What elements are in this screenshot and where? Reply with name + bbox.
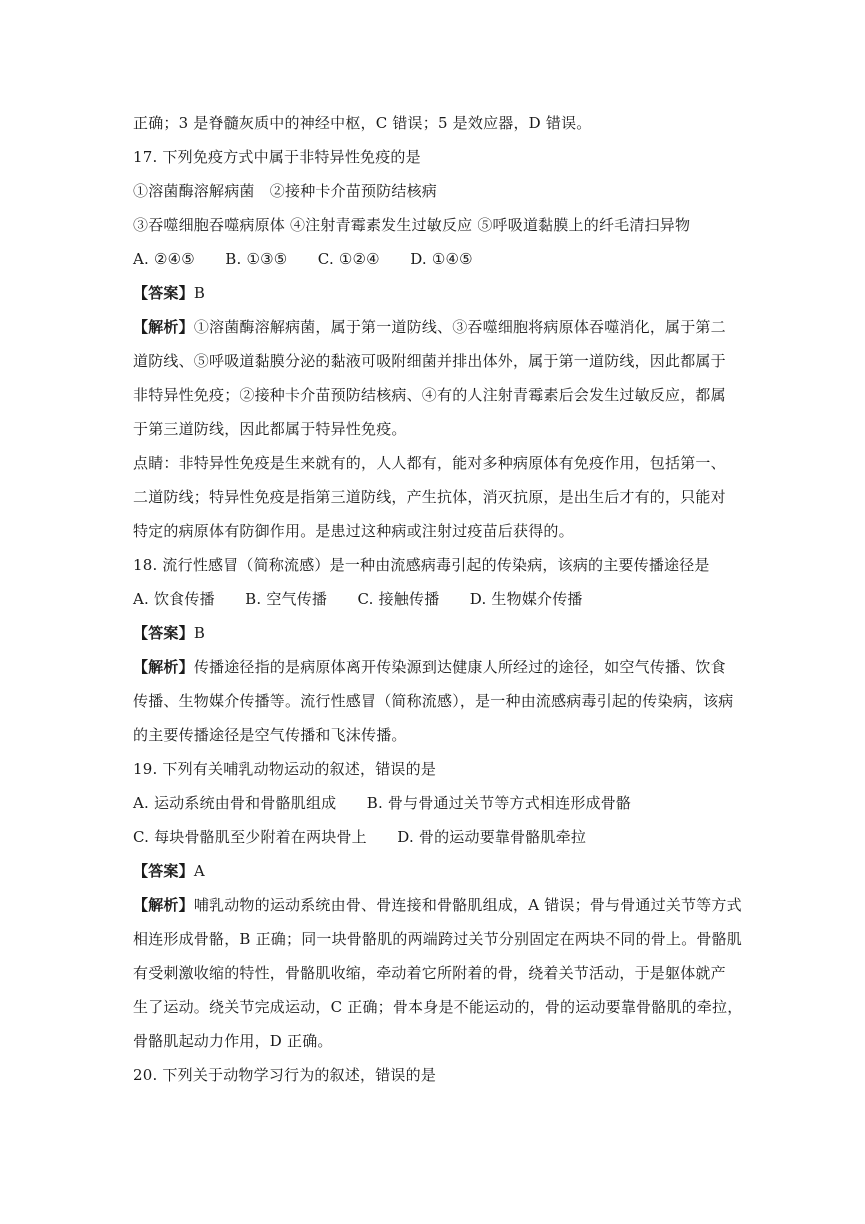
analysis-text: 生了运动。绕关节完成运动，C 正确；骨本身是不能运动的，骨的运动要靠骨骼肌的牵拉， xyxy=(133,998,743,1016)
question-18-answer xyxy=(133,616,733,650)
analysis-tag: 【解析】 xyxy=(133,318,194,336)
analysis-tag: 【解析】 xyxy=(133,896,194,914)
answer-tag: 【答案】 xyxy=(133,862,194,880)
question-17-items: ③吞噬细胞吞噬病原体 ④注射青霉素发生过敏反应 ⑤呼吸道黏膜上的纤毛清扫异物 xyxy=(133,216,691,234)
question-19-options: C. 每块骨骼肌至少附着在两块骨上 D. 骨的运动要靠骨骼肌牵拉 xyxy=(133,828,587,846)
analysis-text: 传播、生物媒介传播等。流行性感冒（简称流感），是一种由流感病毒引起的传染病，该病 xyxy=(133,692,734,710)
answer-value: A xyxy=(193,862,205,880)
note-text: 二道防线；特异性免疫是指第三道防线，产生抗体，消灭抗原，是出生后才有的，只能对 xyxy=(133,488,726,506)
analysis-text: ①溶菌酶溶解病菌，属于第一道防线、③吞噬细胞将病原体吞噬消化，属于第二 xyxy=(193,318,726,336)
question-20-stem: 20. 下列关于动物学习行为的叙述，错误的是 xyxy=(133,1066,437,1084)
answer-tag: 【答案】 xyxy=(133,284,194,302)
analysis-text: 有受刺激收缩的特性，骨骼肌收缩，牵动着它所附着的骨，绕着关节活动，于是躯体就产 xyxy=(133,964,726,982)
question-18-analysis xyxy=(133,650,733,684)
answer-tag: 【答案】 xyxy=(133,624,194,642)
analysis-text: 相连形成骨骼，B 正确；同一块骨骼肌的两端跨过关节分别固定在两块不同的骨上。骨骼肌 xyxy=(133,930,742,948)
document-body xyxy=(133,106,743,1092)
analysis-text: 非特异性免疫；②接种卡介苗预防结核病、④有的人注射青霉素后会发生过敏反应，都属 xyxy=(133,386,726,404)
note-text: 点睛：非特异性免疫是生来就有的，人人都有，能对多种病原体有免疫作用，包括第一、 xyxy=(133,454,726,472)
question-19-analysis xyxy=(133,888,742,922)
text-line: 正确；3 是脊髓灰质中的神经中枢，C 错误；5 是效应器，D 错误。 xyxy=(133,114,592,132)
question-19-stem: 19. 下列有关哺乳动物运动的叙述，错误的是 xyxy=(133,760,437,778)
question-17-stem: 17. 下列免疫方式中属于非特异性免疫的是 xyxy=(133,148,421,166)
analysis-tag: 【解析】 xyxy=(133,658,194,676)
question-17-answer xyxy=(133,276,733,310)
question-17-items: ①溶菌酶溶解病菌 ②接种卡介苗预防结核病 xyxy=(133,182,438,200)
analysis-text: 道防线、⑤呼吸道黏膜分泌的黏液可吸附细菌并排出体外，属于第一道防线，因此都属于 xyxy=(133,352,726,370)
answer-value: B xyxy=(193,624,206,642)
question-17-analysis xyxy=(133,310,733,344)
analysis-text: 哺乳动物的运动系统由骨、骨连接和骨骼肌组成，A 错误；骨与骨通过关节等方式 xyxy=(193,896,742,914)
analysis-text: 的主要传播途径是空气传播和飞沫传播。 xyxy=(133,726,407,744)
analysis-text: 于第三道防线，因此都属于特异性免疫。 xyxy=(133,420,407,438)
question-19-options: A. 运动系统由骨和骨骼肌组成 B. 骨与骨通过关节等方式相连形成骨骼 xyxy=(133,794,632,812)
question-18-options: A. 饮食传播 B. 空气传播 C. 接触传播 D. 生物媒介传播 xyxy=(133,590,583,608)
question-18-stem: 18. 流行性感冒（简称流感）是一种由流感病毒引起的传染病，该病的主要传播途径是 xyxy=(133,556,710,574)
analysis-text: 骨骼肌起动力作用，D 正确。 xyxy=(133,1032,333,1050)
note-text: 特定的病原体有防御作用。是患过这种病或注射过疫苗后获得的。 xyxy=(133,522,574,540)
question-17-options: A. ②④⑤ B. ①③⑤ C. ①②④ D. ①④⑤ xyxy=(133,250,473,268)
question-19-answer xyxy=(133,854,733,888)
answer-value: B xyxy=(193,284,206,302)
analysis-text: 传播途径指的是病原体离开传染源到达健康人所经过的途径，如空气传播、饮食 xyxy=(193,658,726,676)
